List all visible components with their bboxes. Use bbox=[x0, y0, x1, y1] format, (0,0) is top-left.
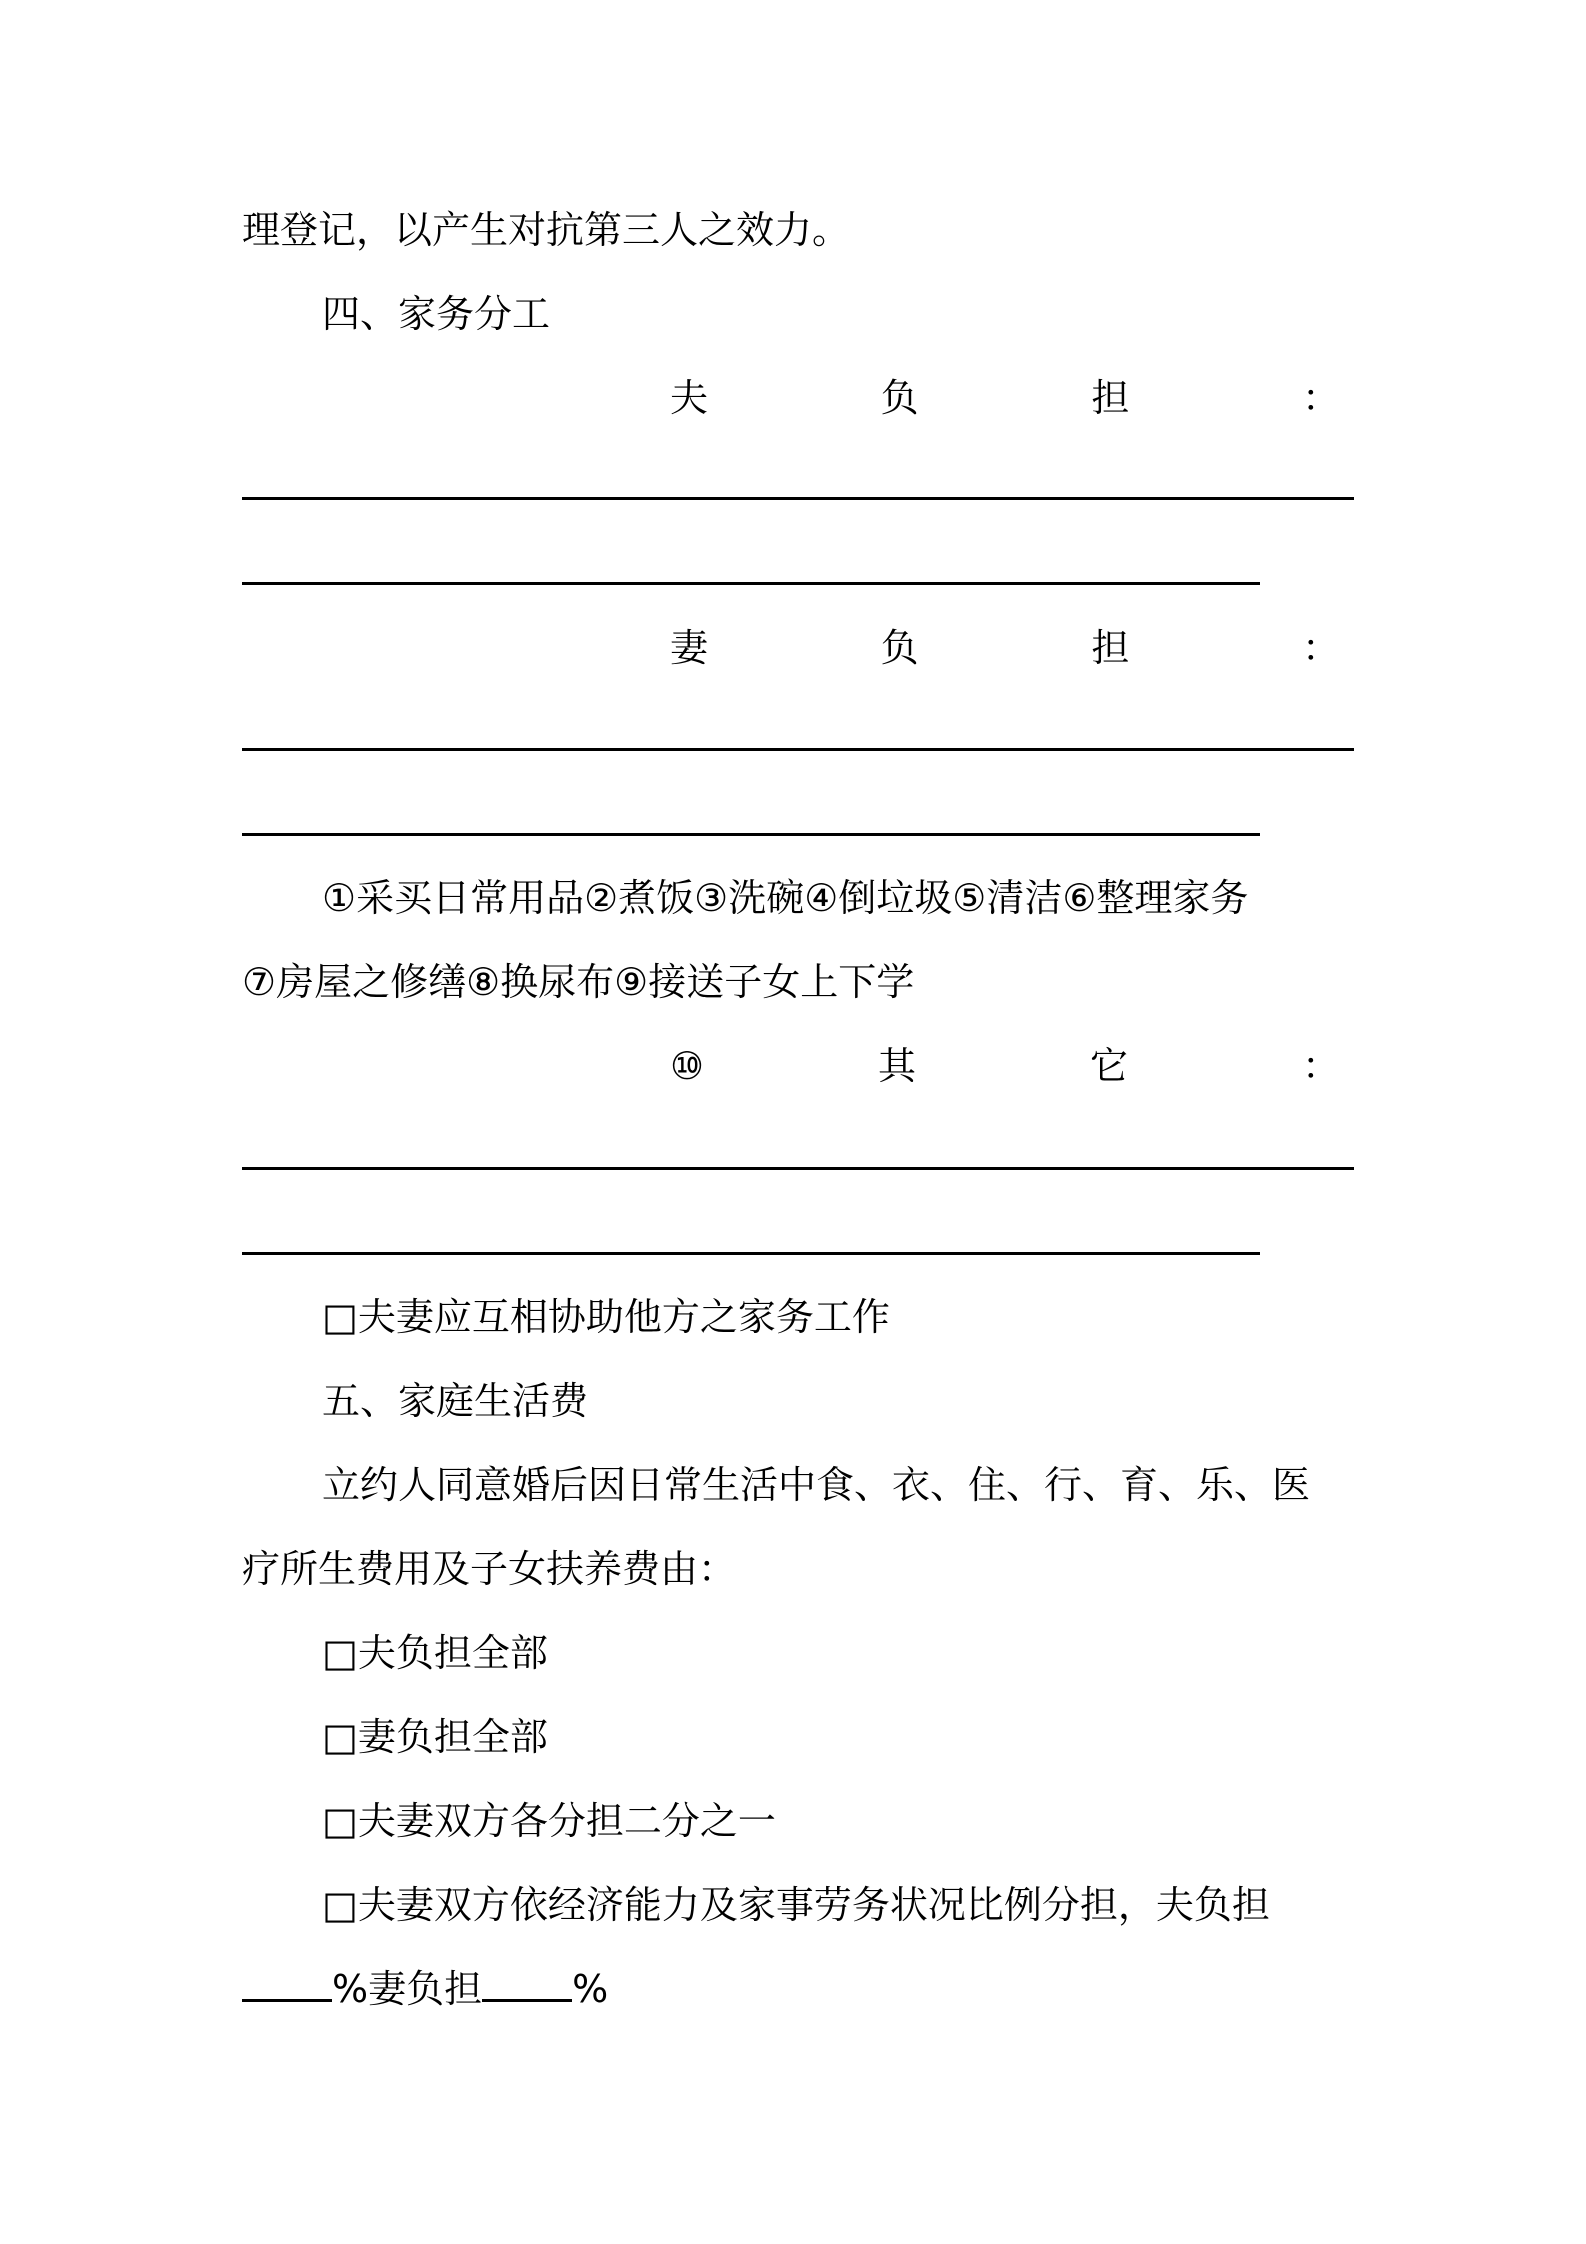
husband-percent-blank[interactable] bbox=[242, 1969, 332, 2002]
other-duty-label bbox=[670, 1041, 1340, 1091]
section-title-living-expense: 五、家庭生活费 bbox=[322, 1379, 589, 1423]
wife-label-char: 担 bbox=[1091, 626, 1130, 670]
husband-duty-blank-1[interactable] bbox=[242, 497, 1354, 500]
mutual-help-checkbox[interactable]: □夫妻应互相协助他方之家务工作 bbox=[322, 1295, 890, 1339]
other-label-char: 其 bbox=[878, 1044, 917, 1088]
option-ratio-checkbox[interactable]: □夫妻双方依经济能力及家事劳务状况比例分担，夫负担 bbox=[322, 1883, 1270, 1927]
wife-duty-blank-2[interactable] bbox=[242, 833, 1260, 836]
option-husband-all-checkbox[interactable]: □夫负担全部 bbox=[322, 1631, 548, 1675]
husband-duty-blank-2[interactable] bbox=[242, 582, 1260, 585]
wife-percent-blank[interactable] bbox=[482, 1969, 572, 2002]
wife-duty-blank-1[interactable] bbox=[242, 748, 1354, 751]
continuation-text: 理登记，以产生对抗第三人之效力。 bbox=[242, 208, 851, 252]
chores-list-line-2: ⑦房屋之修缮⑧换尿布⑨接送子女上下学 bbox=[242, 960, 915, 1004]
husband-duty-label bbox=[670, 373, 1340, 423]
husband-label-char: ： bbox=[1301, 376, 1340, 420]
chores-list-line-1: ①采买日常用品②煮饭③洗碗④倒垃圾⑤清洁⑥整理家务 bbox=[322, 876, 1249, 920]
other-label-char: 它 bbox=[1090, 1044, 1129, 1088]
other-duty-blank-1[interactable] bbox=[242, 1167, 1354, 1170]
wife-label-char: 负 bbox=[880, 626, 919, 670]
ratio-percent-line bbox=[242, 1964, 1357, 2014]
husband-label-char: 夫 bbox=[670, 376, 709, 420]
husband-label-char: 担 bbox=[1091, 376, 1130, 420]
other-duty-blank-2[interactable] bbox=[242, 1252, 1260, 1255]
wife-duty-label bbox=[670, 623, 1340, 673]
option-wife-all-checkbox[interactable]: □妻负担全部 bbox=[322, 1715, 548, 1759]
other-label-char: ⑩ bbox=[670, 1044, 705, 1088]
wife-label-char: 妻 bbox=[670, 626, 709, 670]
ratio-text-end: % bbox=[572, 1967, 609, 2011]
expense-text-line-1: 立约人同意婚后因日常生活中食、衣、住、行、育、乐、医 bbox=[322, 1463, 1311, 1507]
section-title-housework: 四、家务分工 bbox=[322, 292, 551, 336]
husband-label-char: 负 bbox=[880, 376, 919, 420]
expense-text-line-2: 疗所生费用及子女扶养费由： bbox=[242, 1547, 737, 1591]
other-label-char: ： bbox=[1301, 1044, 1340, 1088]
ratio-text-wife: %妻负担 bbox=[332, 1967, 483, 2011]
option-half-split-checkbox[interactable]: □夫妻双方各分担二分之一 bbox=[322, 1799, 776, 1843]
wife-label-char: ： bbox=[1301, 626, 1340, 670]
